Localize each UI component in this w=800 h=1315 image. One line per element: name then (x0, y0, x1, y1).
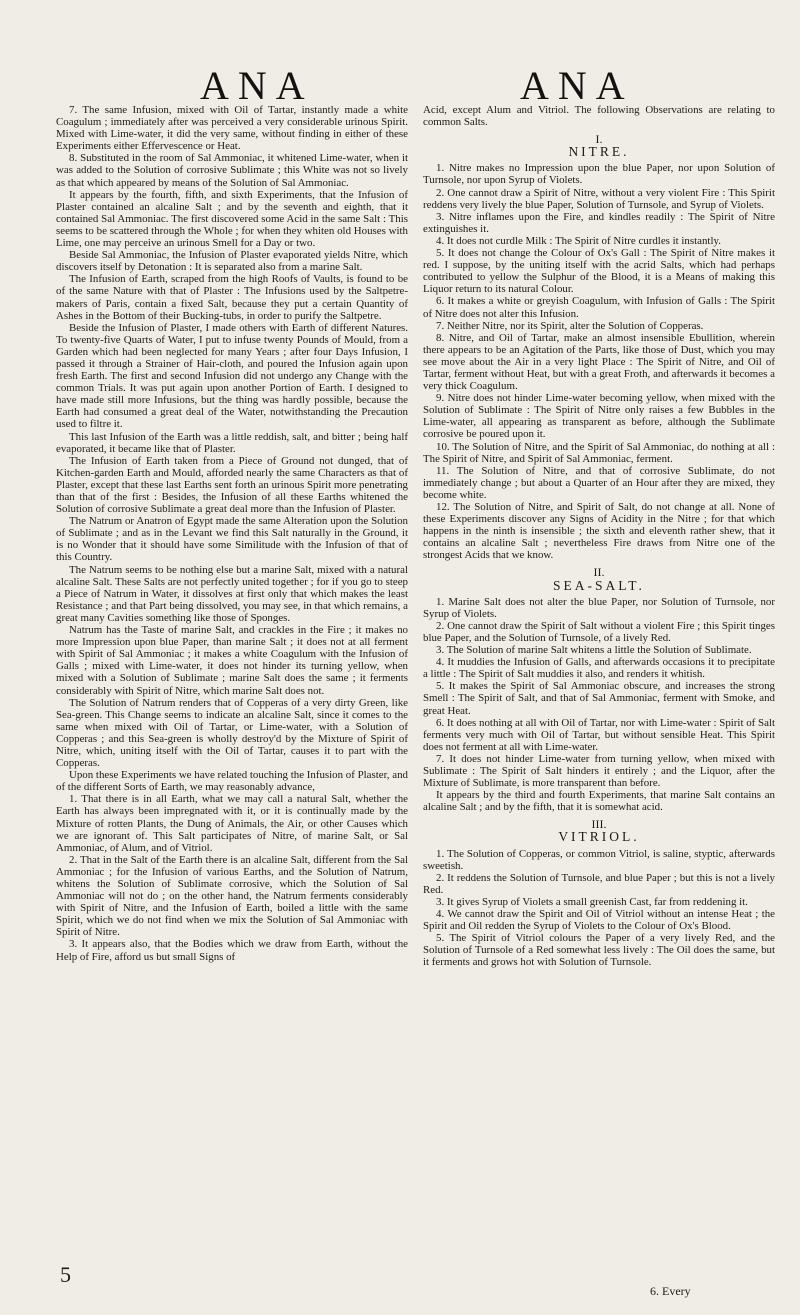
left-paragraph: The Natrum seems to be nothing else but a marine Salt, mixed with a natural alcaline Salt. These Salts are not perfectly united together ; for if you go to steep a Piece of Natrum in Water, it dissolves at first only that which makes the least Resistance ; and that Part being dissolved, you may see, in that which remains, a great many Cavities something like those of Sponges. (56, 563, 408, 624)
left-paragraph: This last Infusion of the Earth was a little reddish, salt, and bitter ; being half evaporated, it became like that of Plaster. (56, 430, 408, 455)
left-paragraph: Upon these Experiments we have related touching the Infusion of Plaster, and of the different Sorts of Earth, we may reasonably advance, (56, 769, 408, 794)
section-paragraph: 4. We cannot draw the Spirit and Oil of Vitriol without an intense Heat ; the Spirit and Oil redden the Syrup of Violets to the Colour of Ox's Blood. (423, 908, 775, 933)
left-paragraph: 1. That there is in all Earth, what we may call a natural Salt, whether the Earth has always been impregnated with it, or it is continually made by the Mixture of rotten Plants, the Dung of Animals, the Air, or other Causes which we are ignorant of. This Salt participates of Nitre, of marine Salt, or Sal Ammoniac, of Alum, and of Vitriol. (56, 793, 408, 854)
left-paragraph: Natrum has the Taste of marine Salt, and crackles in the Fire ; it makes no more Impression upon blue Paper, than marine Salt ; it does not at all ferment with Spirit of Sal Ammoniac ; it makes a white Coagulum with the Infusion of Galls ; mixed with Lime-water, it does not hinder its turning yellow, when mixed with a Solution of Sublimate ; marine Salt does the same ; it ferments considerably with Spirit of Nitre, which marine Salt does not. (56, 624, 408, 697)
section-paragraph: 6. It makes a white or greyish Coagulum, with Infusion of Galls : The Spirit of Nitre does not alter this Infusion. (423, 295, 775, 320)
section-number: I. (595, 132, 603, 147)
section-paragraph: 9. Nitre does not hinder Lime-water becoming yellow, when mixed with the Solution of Sublimate : The Spirit of Nitre only raises a few Bubbles in the Lime-water, all appearing as transparent as before, although the Sublimate corrosive be poured upon it. (423, 392, 775, 441)
section-paragraph: 3. The Solution of marine Salt whitens a little the Solution of Sublimate. (436, 644, 752, 657)
running-head-right: ANA (520, 63, 634, 108)
section-title: NITRE. (568, 144, 630, 160)
left-paragraph: Beside the Infusion of Plaster, I made others with Earth of different Natures. To twenty-five Quarts of Water, I put to infuse twenty Pounds of Mould, from a Garden which had been neglected for many Years ; after four Days Infusion, I passed it through a Strainer of Hair-cloth, and poured the Infusion again upon fresh Earth. The first and second Infusion did not undergo any Change with the common Trials. It was put again upon another Portion of Earth. I designed to have made still more Infusions, but the thing was hardly possible, because the Earth had consumed a great deal of the Water, notwithstanding the Precaution used to filtre it. (56, 321, 408, 431)
left-paragraph: It appears by the fourth, fifth, and sixth Experiments, that the Infusion of Plaster contained an alcaline Salt ; and by the seventh and eighth, that it contained Sal Ammoniac. The first discovered some Acid in the same Salt : This seems to be scattered through the Whole ; for when they whiten old Houses with Lime, one may perceive an urinous Smell for a Day or two. (56, 188, 408, 250)
section-paragraph: 1. Marine Salt does not alter the blue Paper, nor Solution of Turnsole, nor Syrup of Violets. (423, 595, 775, 620)
page-signature: 5 (60, 1262, 71, 1287)
section-paragraph: 1. Nitre makes no Impression upon the blue Paper, nor upon Solution of Turnsole, nor upon Syrup of Violets. (423, 162, 775, 187)
section-paragraph: 12. The Solution of Nitre, and Spirit of Salt, do not change at all. None of these Experiments discover any Signs of Acidity in the Nitre ; for that which happens in the ninth is insensible ; the sixth and eleventh rather shew, that it contains an alcaline Salt ; nevertheless Fire draws from Nitre one of the strongest Acids that we know. (423, 501, 775, 562)
section-title: VITRIOL. (558, 829, 640, 845)
section-paragraph: It appears by the third and fourth Experiments, that marine Salt contains an alcaline Salt ; and by the fifth, that it is somewhat acid. (423, 789, 775, 814)
right-column-intro: Acid, except Alum and Vitriol. The following Observations are relating to common Salts. (423, 104, 775, 129)
left-paragraph: 7. The same Infusion, mixed with Oil of Tartar, instantly made a white Coagulum ; immediately after was perceived a very considerable urinous Spirit. Mixed with Lime-water, it did the very same, without finding in either of these Experiments either Effervescence or Heat. (56, 104, 408, 153)
section-paragraph: 5. It makes the Spirit of Sal Ammoniac obscure, and increases the strong Smell : The Spirit of Salt, and that of Sal Ammoniac, ferment with Smoke, and great Heat. (423, 680, 775, 717)
section-paragraph: 6. It does nothing at all with Oil of Tartar, nor with Lime-water : Spirit of Salt ferments very much with Oil of Tartar, but without sensible Heat. This Spirit does not ferment at all with Lime-water. (423, 716, 775, 753)
left-paragraph: 2. That in the Salt of the Earth there is an alcaline Salt, different from the Sal Ammoniac ; for the Infusion of various Earths, and the Solution of Natrum, whitens the Solution of Sublimate corrosive, which the Solution of Sal Ammoniac will not do ; on the other hand, the Natrum ferments considerably with Spirit of Nitre, and the Infusion of Earth, boiled a little with the same Spirit, which we do not find when we mix the Solution of Sal Ammoniac with Spirit of Nitre. (56, 853, 408, 939)
catchword: 6. Every (650, 1284, 691, 1298)
left-paragraph: The Solution of Natrum renders that of Copperas of a very dirty Green, like Sea-green. This Change seems to indicate an alcaline Salt, since it comes to the same when mixed with Oil of Tartar, or Lime-water, with a Solution of Copperas ; and this Sea-green is wholly destroy'd by the Mixture of Spirit of Nitre, which, uniting itself with the Oil of Tartar, causes it to part with the Copperas. (56, 696, 408, 770)
section-paragraph: 4. It does not curdle Milk : The Spirit of Nitre curdles it instantly. (436, 234, 721, 247)
section-paragraph: 5. The Spirit of Vitriol colours the Paper of a very lively Red, and the Solution of Turnsole of a Red somewhat less lively : The Oil does the same, but it ferments and grows hot with Solution of Turnsole. (423, 932, 775, 969)
section-paragraph: 3. It gives Syrup of Violets a small greenish Cast, far from reddening it. (436, 895, 748, 908)
sections (423, 133, 775, 968)
section-paragraph: 7. It does not hinder Lime-water from turning yellow, when mixed with Sublimate : The Spirit of Salt hinders it entirely ; and the Liquor, after the Mixture of Sublimate, is more transparent than before. (423, 752, 775, 790)
section-number: II. (593, 565, 605, 580)
left-paragraph: The Natrum or Anatron of Egypt made the same Alteration upon the Solution of Sublimate ; and as in the Levant we find this Salt naturally in the Ground, it is no Wonder that it should have some Similitude with the Infusion of that of this Country. (56, 515, 408, 564)
section-paragraph: 7. Neither Nitre, nor its Spirit, alter the Solution of Copperas. (436, 319, 704, 332)
left-paragraph: The Infusion of Earth, scraped from the high Roofs of Vaults, is found to be of the same Nature with that of Plaster : The Infusions used by the Saltpetre-makers of Paris, contain a fixed Salt, because they put a certain Quantity of Ashes in the Bottom of their Bucking-tubs, in order to purify the Saltpetre. (56, 273, 408, 322)
section-paragraph: 2. It reddens the Solution of Turnsole, and blue Paper ; but this is not a lively Red. (423, 871, 775, 896)
section-paragraph: 1. The Solution of Copperas, or common Vitriol, is saline, styptic, afterwards sweetish. (423, 847, 775, 872)
section-paragraph: 3. Nitre inflames upon the Fire, and kindles readily : The Spirit of Nitre extinguishes it. (423, 210, 775, 235)
section-paragraph: 8. Nitre, and Oil of Tartar, make an almost insensible Ebullition, wherein there appears to be an Agitation of the Parts, like those of Dust, which you may see move about the Air in a very light Place : The Spirit of Nitre, and Oil of Tartar, ferment without Heat, but with a great Froth, and afterwards it becomes a very thick Coagulum. (423, 331, 775, 393)
left-paragraph: 3. It appears also, that the Bodies which we draw from Earth, without the Help of Fire, afford us but small Signs of (56, 938, 408, 963)
section-paragraph: 2. One cannot draw the Spirit of Salt without a violent Fire ; this Spirit tinges blue Paper, and the Solution of Turnsole, of a lively Red. (423, 619, 775, 644)
section-paragraph: 5. It does not change the Colour of Ox's Gall : The Spirit of Nitre makes it red. I suppose, by the uniting itself with the acrid Salts, which had perhaps contributed to yellow the Sulphur of the Blood, it is a Means of making this Liquor return to its natural Colour. (423, 247, 775, 296)
section-paragraph: 4. It muddies the Infusion of Galls, and afterwards occasions it to precipitate a little : The Spirit of Salt muddies it also, and renders it whitish. (423, 656, 775, 681)
right-column (423, 104, 775, 968)
section-number: III. (591, 817, 607, 832)
left-paragraph: Beside Sal Ammoniac, the Infusion of Plaster evaporated yields Nitre, which discovers itself by Detonation : It is separated also from a marine Salt. (56, 249, 408, 274)
section-title: SEA-SALT. (553, 577, 645, 593)
left-column (56, 104, 408, 963)
left-paragraph: The Infusion of Earth taken from a Piece of Ground not dunged, that of Kitchen-garden Earth and Mould, afforded nearly the same Characters as that of Plaster, except that these last Earths sent forth an urinous Spirit more penetrating than that of the first : Besides, the Infusion of all these Earths whitened the Solution of corrosive Sublimate a great deal more than the Infusion of Plaster. (56, 454, 408, 516)
section-paragraph: 11. The Solution of Nitre, and that of corrosive Sublimate, do not immediately change ; but about a Quarter of an Hour after they are mixed, they become white. (423, 464, 775, 501)
running-head-left: ANA (200, 63, 314, 108)
left-paragraph: 8. Substituted in the room of Sal Ammoniac, it whitened Lime-water, when it was added to the Solution of corrosive Sublimate ; this White was not so lively as that which appeared by means of the Solution of Sal Ammoniac. (56, 152, 408, 189)
section-paragraph: 10. The Solution of Nitre, and the Spirit of Sal Ammoniac, do nothing at all : The Spirit of Nitre, and Spirit of Sal Ammoniac, ferment. (423, 440, 775, 465)
section-paragraph: 2. One cannot draw a Spirit of Nitre, without a very violent Fire : This Spirit reddens very lively the blue Paper, Solution of Turnsole, and Syrup of Violets. (423, 186, 775, 211)
